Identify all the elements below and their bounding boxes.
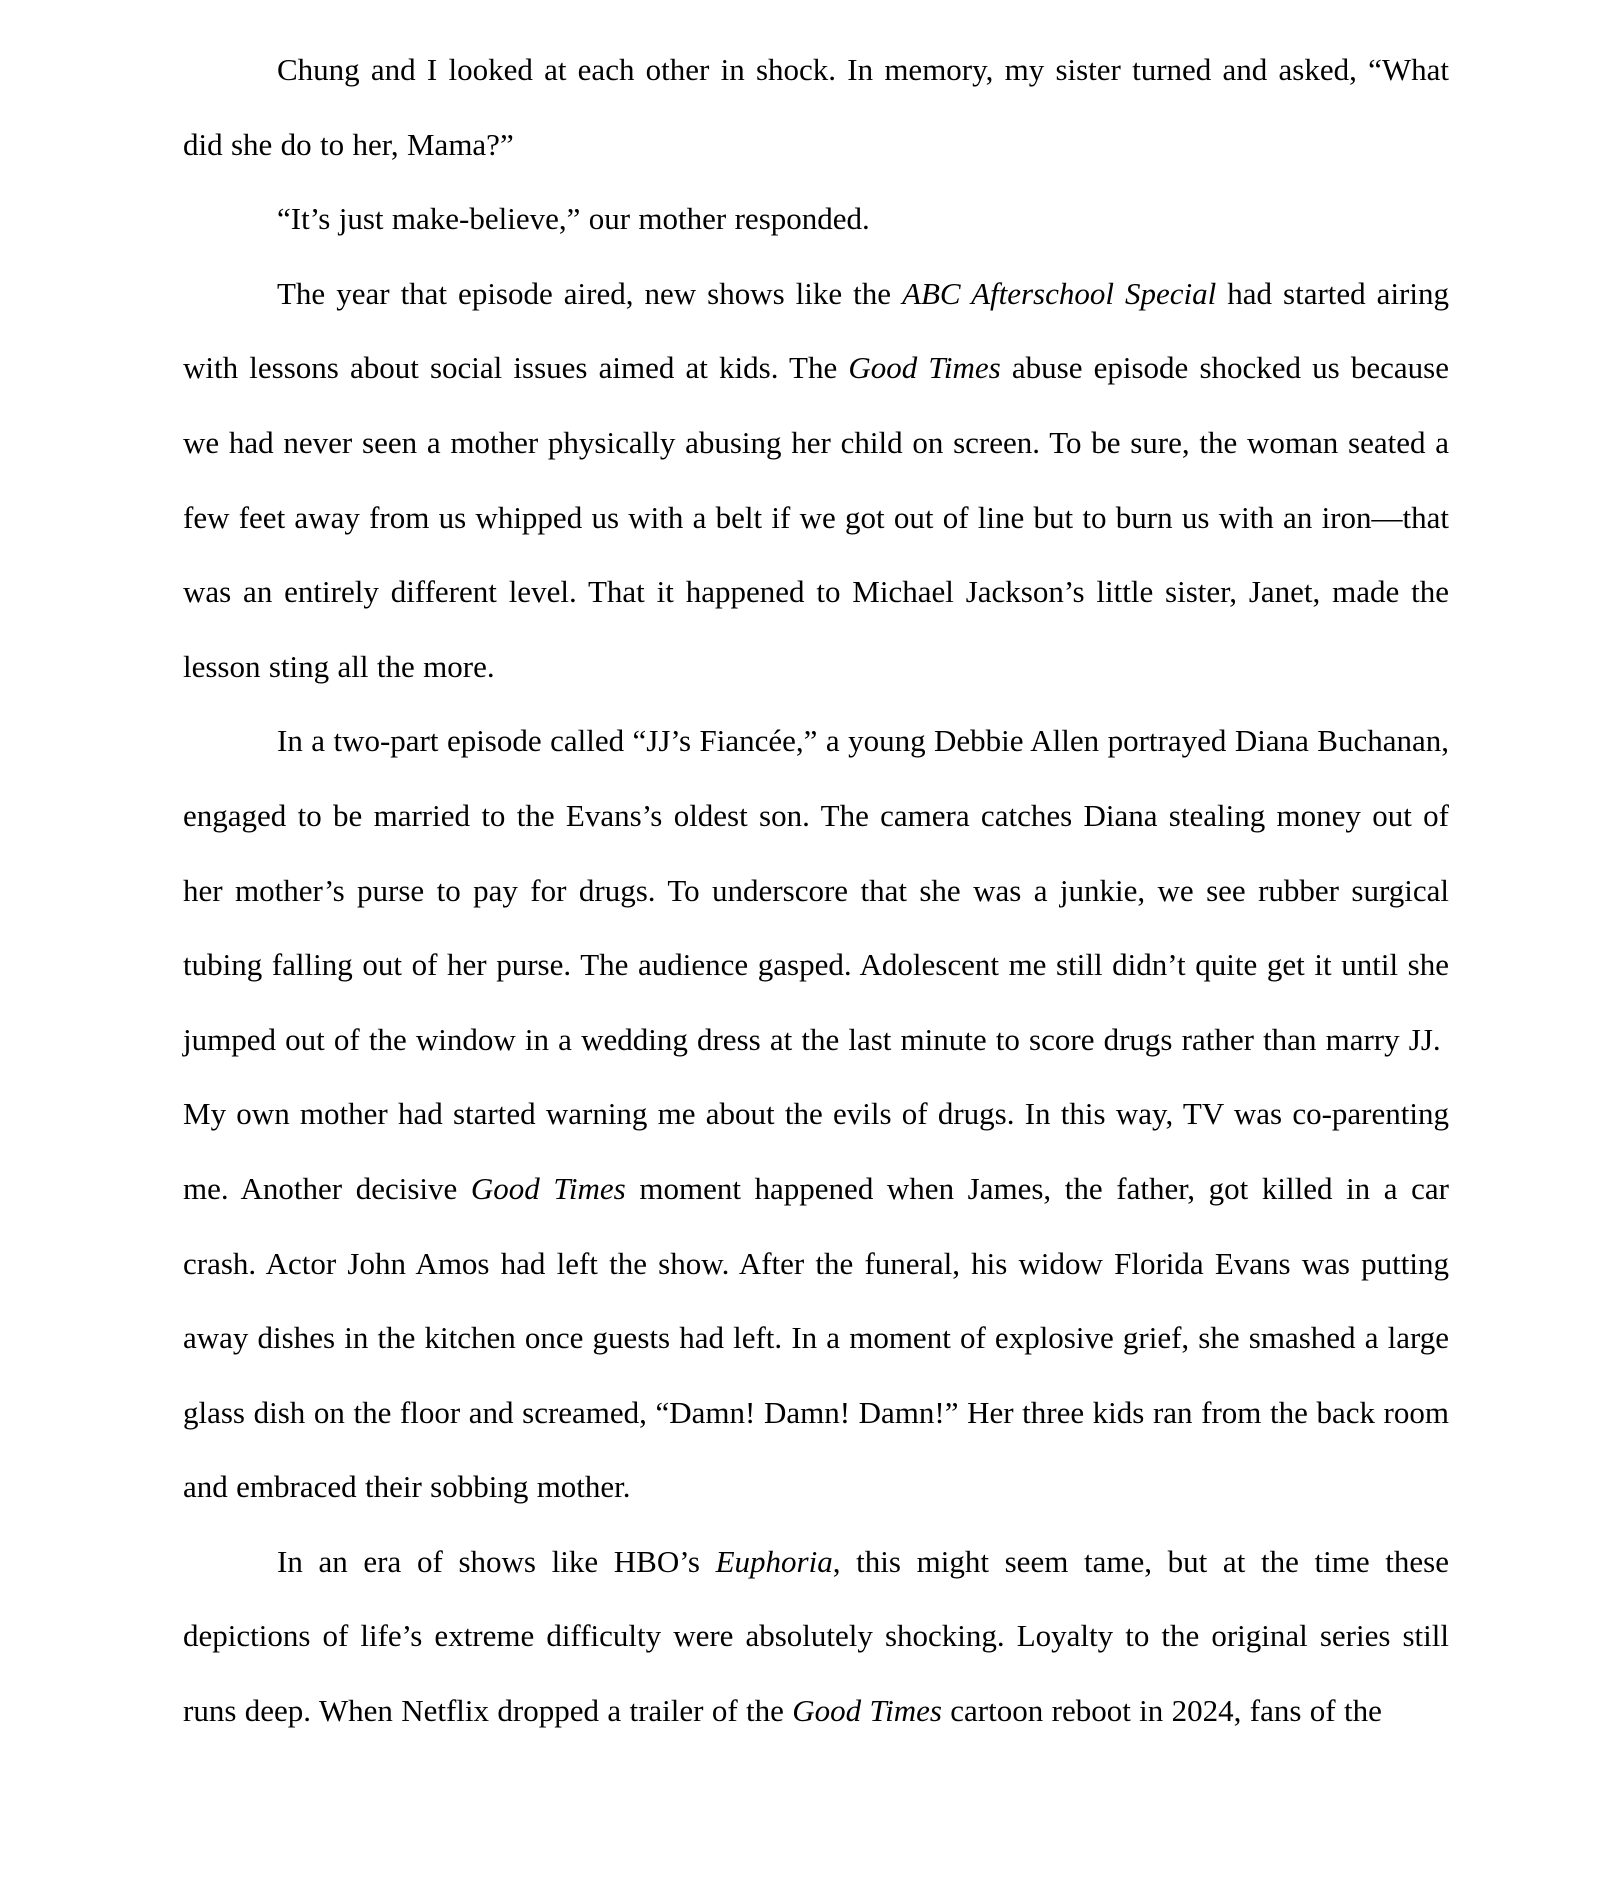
paragraph-1 <box>183 33 1449 182</box>
document-body <box>183 33 1449 1749</box>
paragraph-3 <box>183 257 1449 705</box>
italic-text-run: Good Times <box>792 1693 942 1729</box>
italic-text-run: Good Times <box>848 350 1001 386</box>
paragraph-4 <box>183 704 1449 1525</box>
text-run: cartoon reboot in 2024, fans of the <box>941 1693 1382 1729</box>
text-run: abuse episode shocked us because we had never seen a mother physically abusing her child on screen. To be sure, the woman seated a few feet away from us whipped us with a belt if we got out of line but to burn us with an iron—that was an entirely different level. That it happened to Michael Jackson’s little sister, Janet, made the lesson sting all the more. <box>183 350 1449 684</box>
text-run: , this might seem tame, but at the time these depictions of life’s extreme difficulty were absolutely shocking. Loyalty to the original series still runs deep. When Netflix dropped a trailer of the <box>183 1543 1449 1729</box>
text-run: Chung and I looked at each other in shock. In memory, my sister turned and asked, “What did she do to her, Mama?” <box>183 52 1449 162</box>
paragraph-2 <box>183 182 1449 257</box>
text-run: In a two-part episode called “JJ’s Fiancée,” a young Debbie Allen portrayed Diana Buchanan, engaged to be married to the Evans’s oldest son. The camera catches Diana stealing money out of her mother’s purse to pay for drugs. To underscore that she was a junkie, we see rubber surgical tubing falling out of her purse. The audience gasped. Adolescent me still didn’t quite get it until she jumped out of the window in a wedding dress at the last minute to score drugs rather than marry JJ. My own mother had started warning me about the evils of drugs. In this way, TV was co-parenting me. Another decisive <box>183 723 1449 1206</box>
italic-text-run: Good Times <box>470 1170 626 1206</box>
text-run: The year that episode aired, new shows like the <box>277 275 903 311</box>
italic-text-run: ABC Afterschool Special <box>902 275 1217 311</box>
text-run: “It’s just make-believe,” our mother responded. <box>277 201 870 237</box>
paragraph-5 <box>183 1525 1449 1749</box>
text-run: moment happened when James, the father, got killed in a car crash. Actor John Amos had left the show. After the funeral, his widow Florida Evans was putting away dishes in the kitchen once guests had left. In a moment of explosive grief, she smashed a large glass dish on the floor and screamed, “Damn! Damn! Damn!” Her three kids ran from the back room and embraced their sobbing mother. <box>183 1170 1449 1505</box>
italic-text-run: Euphoria <box>715 1543 833 1579</box>
text-run: In an era of shows like HBO’s <box>277 1543 716 1579</box>
text-run: had started airing with lessons about social issues aimed at kids. The <box>183 275 1449 386</box>
